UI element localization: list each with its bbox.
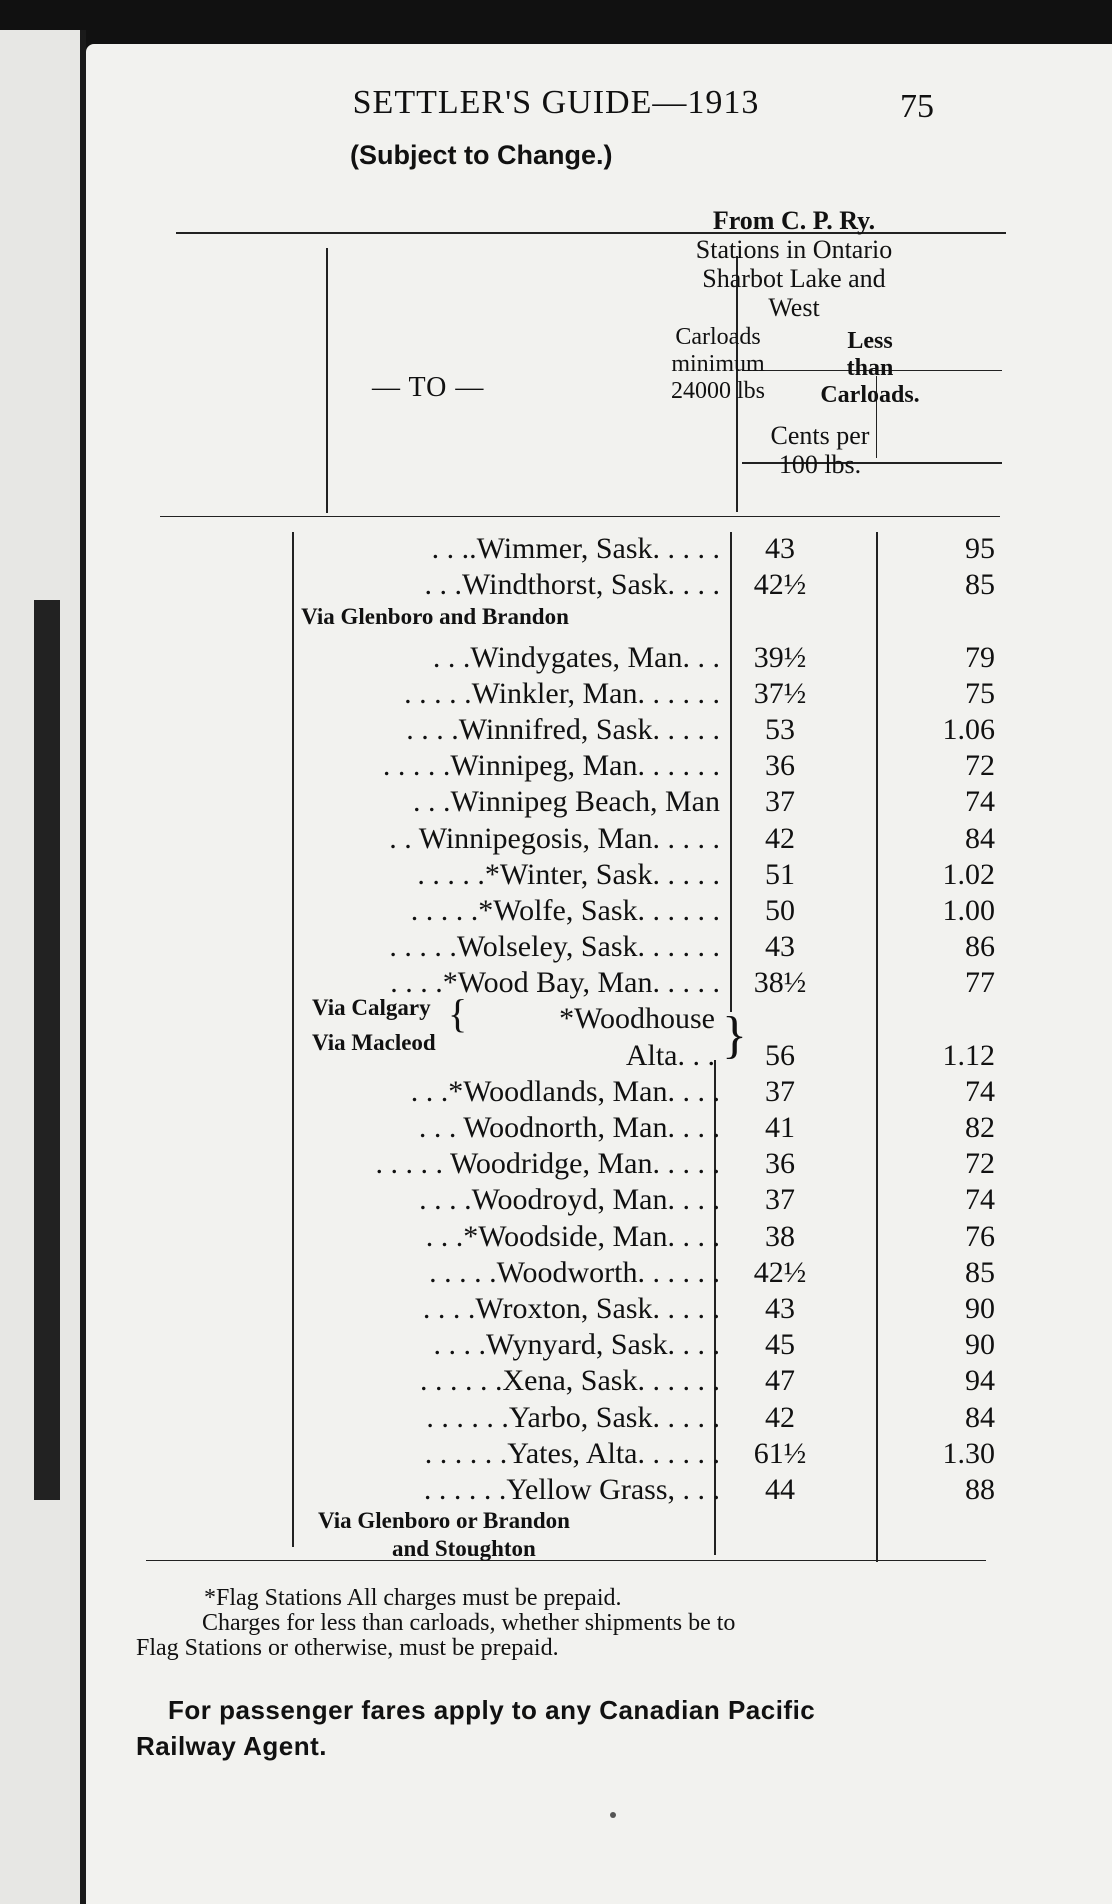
left-column-rule bbox=[326, 248, 328, 513]
carloads-line-1: Carloads bbox=[675, 324, 761, 350]
station-name: . . .*Woodlands, Man. . . . bbox=[410, 1074, 720, 1108]
table-row bbox=[210, 857, 995, 894]
footnotes bbox=[136, 1586, 996, 1661]
carload-rate: 43 bbox=[765, 532, 795, 565]
table-row bbox=[210, 785, 995, 821]
carload-rate: 51 bbox=[765, 857, 795, 891]
less-than-carload-rate: 85 bbox=[965, 1255, 995, 1289]
table-row bbox=[210, 1400, 995, 1437]
origin-line-3: Sharbot Lake and bbox=[702, 264, 886, 293]
footnote-line-2: Charges for less than carloads, whether shipments be to bbox=[202, 1610, 736, 1636]
less-than-carload-rate: 1.30 bbox=[942, 1436, 995, 1470]
table-row bbox=[210, 604, 970, 640]
less-than-carload-rate: 95 bbox=[965, 532, 995, 565]
origin-column-header bbox=[648, 206, 940, 322]
less-than-carload-rate: 88 bbox=[965, 1472, 995, 1506]
station-name: . . .*Woodside, Man. . . . bbox=[425, 1219, 720, 1253]
less-than-carload-rate: 72 bbox=[965, 1147, 995, 1181]
carload-rate: 37 bbox=[765, 1183, 795, 1217]
footnote-line-3: Flag Stations or otherwise, must be prepaid. bbox=[136, 1635, 559, 1661]
table-row bbox=[210, 821, 995, 858]
station-name: . . . . .*Wolfe, Sask. . . . . . bbox=[410, 893, 720, 927]
passenger-line-2: Railway Agent. bbox=[136, 1731, 327, 1761]
carload-rate: 39½ bbox=[753, 640, 807, 674]
less-than-carload-rate: 1.06 bbox=[942, 712, 995, 746]
carload-rate: 41 bbox=[765, 1111, 795, 1144]
yellow-grass-via-2: and Stoughton bbox=[392, 1536, 536, 1561]
table-row bbox=[210, 1328, 995, 1364]
less-than-carload-rate: 77 bbox=[965, 966, 995, 1000]
table-row bbox=[210, 676, 995, 713]
to-column-header: — TO — bbox=[372, 372, 485, 403]
less-than-carload-rate: 74 bbox=[965, 785, 995, 819]
station-name: Via Glenboro and Brandon bbox=[301, 604, 569, 630]
carload-rate: 43 bbox=[765, 1291, 795, 1325]
less-than-carload-rate: 84 bbox=[965, 821, 995, 855]
less-than-carload-rate: 90 bbox=[965, 1328, 995, 1362]
brace-left: { bbox=[448, 991, 468, 1036]
page-title: SETTLER'S GUIDE—1913 bbox=[352, 84, 760, 121]
less-line-3: Carloads. bbox=[820, 382, 920, 408]
less-than-carload-rate: 74 bbox=[965, 1074, 995, 1108]
less-line-1: Less bbox=[847, 328, 893, 354]
carload-rate: 37 bbox=[765, 1074, 795, 1108]
station-name: . . . .Wroxton, Sask. . . . . bbox=[422, 1291, 720, 1325]
woodhouse-via-calgary: Via Calgary bbox=[312, 995, 431, 1020]
less-line-2: than bbox=[846, 355, 894, 381]
table-bottom-rule bbox=[146, 1560, 986, 1561]
carload-rate: 42 bbox=[765, 1400, 795, 1434]
carload-rate: 37½ bbox=[753, 676, 807, 710]
carload-rate: 50 bbox=[765, 893, 795, 927]
carload-rate: 42½ bbox=[753, 568, 807, 602]
table-row bbox=[210, 749, 995, 785]
carload-rate: 36 bbox=[765, 1147, 795, 1181]
station-name: . . .Windthorst, Sask. . . . bbox=[424, 568, 720, 602]
station-name: Alta. . . bbox=[625, 1038, 715, 1072]
carload-rate: 43 bbox=[765, 930, 795, 964]
station-name: . . ..Wimmer, Sask. . . . . bbox=[431, 532, 720, 565]
less-than-carload-rate: 86 bbox=[965, 930, 995, 964]
woodhouse-via-macleod: Via Macleod bbox=[312, 1030, 436, 1055]
carloads-column-header bbox=[648, 324, 788, 405]
table-row bbox=[210, 568, 995, 604]
table-row bbox=[210, 1255, 995, 1292]
station-name: . . .Windygates, Man. . . bbox=[432, 640, 720, 674]
less-than-carload-rate: 82 bbox=[965, 1111, 995, 1144]
carloads-line-3: 24000 lbs bbox=[670, 378, 765, 404]
less-than-carload-rate: 79 bbox=[965, 640, 995, 674]
table-row bbox=[210, 1291, 995, 1328]
table-row bbox=[210, 930, 995, 966]
station-name: . . . . .Woodworth. . . . . . bbox=[429, 1255, 720, 1289]
station-name: . . . .Winnifred, Sask. . . . . bbox=[406, 712, 720, 746]
carload-rate: 38½ bbox=[753, 966, 807, 1000]
table-row bbox=[210, 640, 995, 677]
station-name: . . . Woodnorth, Man. . . . bbox=[418, 1111, 720, 1144]
carload-rate: 37 bbox=[765, 785, 795, 819]
less-than-carload-rate: 84 bbox=[965, 1400, 995, 1434]
less-than-carload-rate: 90 bbox=[965, 1291, 995, 1325]
less-column-header bbox=[800, 328, 940, 409]
table-row bbox=[210, 712, 995, 749]
brace-right: } bbox=[722, 1007, 747, 1064]
less-than-carload-rate: 74 bbox=[965, 1183, 995, 1217]
table-row bbox=[210, 893, 995, 930]
less-than-carload-rate: 1.12 bbox=[942, 1038, 995, 1072]
passenger-line-1: For passenger fares apply to any Canadian Pacific bbox=[168, 1695, 816, 1725]
less-than-carload-rate: 72 bbox=[965, 749, 995, 783]
station-name: . . . . . .Xena, Sask. . . . . . bbox=[420, 1364, 720, 1398]
table-row bbox=[210, 1364, 995, 1400]
carload-rate: 44 bbox=[765, 1472, 795, 1506]
origin-line-1: From C. P. Ry. bbox=[712, 206, 876, 235]
less-than-carload-rate: 1.00 bbox=[942, 893, 995, 927]
table-row bbox=[210, 532, 995, 568]
passenger-note bbox=[136, 1692, 996, 1764]
carload-rate: 47 bbox=[765, 1364, 795, 1398]
carload-rate: 45 bbox=[765, 1328, 795, 1362]
station-name: . . . . . .Yellow Grass, . . . bbox=[423, 1472, 720, 1506]
station-name: . . . . .Winnipeg, Man. . . . . . bbox=[382, 749, 720, 783]
station-name: . . . .*Wood Bay, Man. . . . . bbox=[390, 966, 720, 1000]
station-name: . . . . . .Yates, Alta. . . . . . bbox=[424, 1436, 720, 1470]
table-row bbox=[210, 1074, 995, 1111]
station-name: . . . .Wynyard, Sask. . . . bbox=[433, 1328, 720, 1362]
unit-column-header bbox=[690, 421, 950, 479]
carload-rate: 61½ bbox=[753, 1436, 807, 1470]
carload-rate: 53 bbox=[765, 712, 795, 746]
table-row bbox=[210, 1472, 995, 1509]
carload-rate: 36 bbox=[765, 749, 795, 783]
origin-line-2: Stations in Ontario bbox=[695, 235, 893, 264]
station-name: . . .Winnipeg Beach, Man bbox=[412, 785, 720, 819]
table-row bbox=[210, 1183, 995, 1219]
less-than-carload-rate: 1.02 bbox=[942, 857, 995, 891]
table-row bbox=[210, 1219, 995, 1256]
station-name: . . . . .*Winter, Sask. . . . . bbox=[417, 857, 720, 891]
station-name: . . . . .Winkler, Man. . . . . . bbox=[404, 676, 720, 710]
unit-bottom-rule bbox=[160, 516, 1000, 517]
binding-shadow bbox=[34, 600, 60, 1500]
table-row bbox=[210, 1436, 995, 1473]
station-name: . . . . . Woodridge, Man. . . . . bbox=[375, 1147, 720, 1181]
station-name: . . . .Woodroyd, Man. . . . bbox=[419, 1183, 720, 1217]
carload-rate: 42½ bbox=[753, 1255, 807, 1289]
station-name: . . . . . .Yarbo, Sask. . . . . bbox=[426, 1400, 720, 1434]
less-than-carload-rate: 76 bbox=[965, 1219, 995, 1253]
less-than-carload-rate: 94 bbox=[965, 1364, 995, 1398]
yellow-grass-via-1: Via Glenboro or Brandon bbox=[318, 1508, 570, 1533]
table-row bbox=[210, 1111, 995, 1147]
ink-spot bbox=[610, 1812, 616, 1818]
carload-rate: 38 bbox=[765, 1219, 795, 1253]
unit-line-2: 100 lbs. bbox=[778, 450, 862, 479]
origin-line-4: West bbox=[768, 293, 820, 322]
station-name: *Woodhouse bbox=[559, 1002, 715, 1036]
station-name: . . . . .Wolseley, Sask. . . . . . bbox=[389, 930, 720, 964]
less-than-carload-rate: 85 bbox=[965, 568, 995, 602]
page-subtitle: (Subject to Change.) bbox=[350, 140, 613, 170]
footnote-line-1: *Flag Stations All charges must be prepaid. bbox=[204, 1585, 622, 1611]
page-number: 75 bbox=[900, 88, 934, 125]
table-row bbox=[210, 1147, 995, 1183]
carloads-line-2: minimum bbox=[671, 351, 765, 377]
station-name: . . Winnipegosis, Man. . . . . bbox=[389, 821, 720, 855]
carload-rate: 42 bbox=[765, 821, 795, 855]
unit-line-1: Cents per bbox=[770, 421, 870, 450]
less-than-carload-rate: 75 bbox=[965, 676, 995, 710]
carload-rate: 56 bbox=[765, 1038, 795, 1072]
